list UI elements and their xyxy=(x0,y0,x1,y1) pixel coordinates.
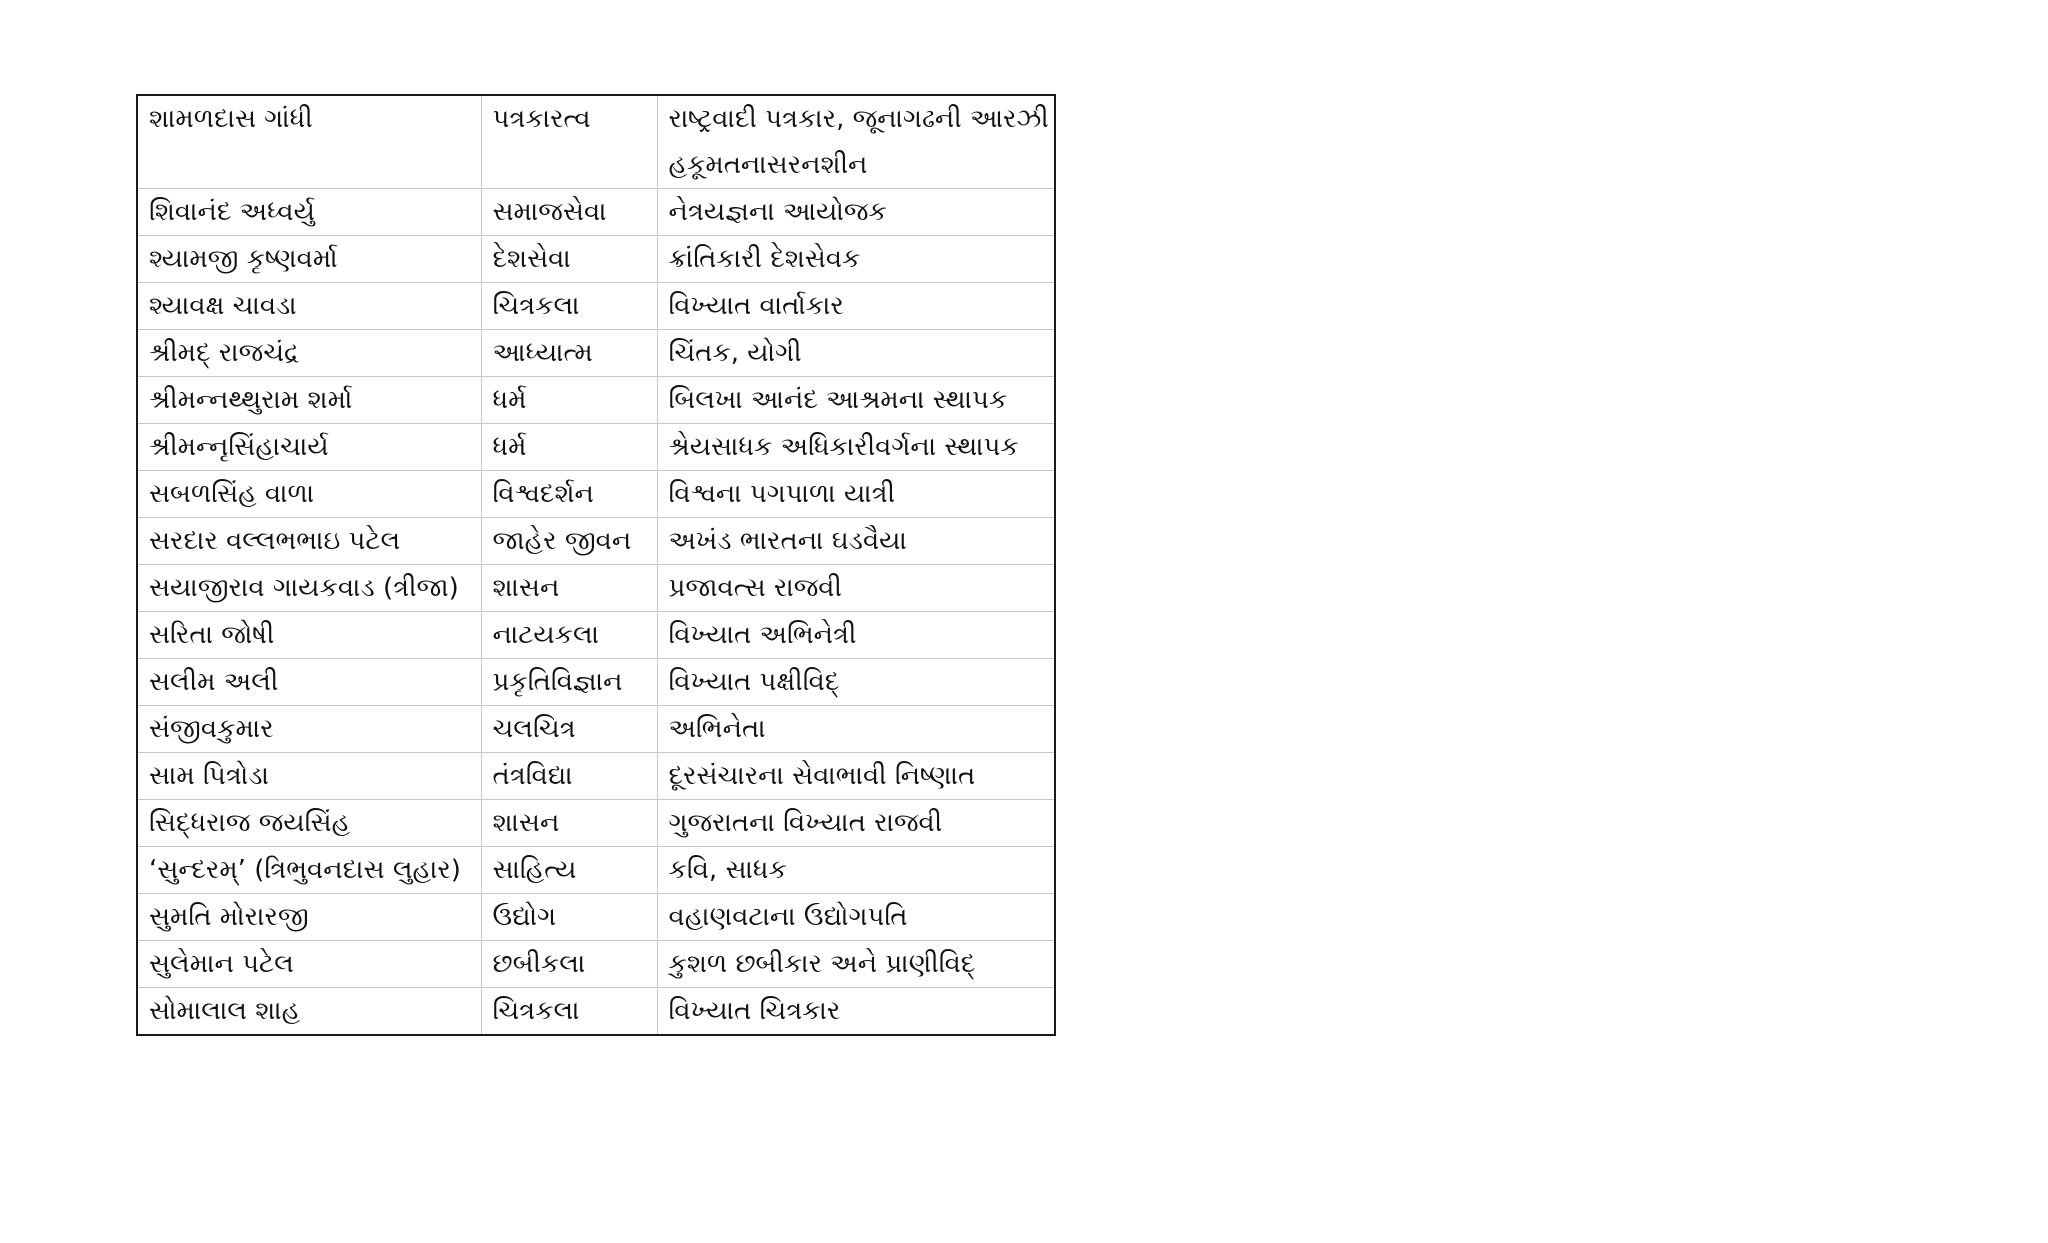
description-cell: શ્રેયસાધક અધિકારીવર્ગના સ્થાપક xyxy=(657,424,1055,471)
table-row xyxy=(137,659,1055,706)
table-row xyxy=(137,236,1055,283)
field-cell: પ્રકૃતિવિજ્ઞાન xyxy=(481,659,657,706)
field-cell: ચિત્રકલા xyxy=(481,988,657,1036)
description-cell: વિખ્યાત ચિત્રકાર xyxy=(657,988,1055,1036)
name-cell: સયાજીરાવ ગાયકવાડ (ત્રીજા) xyxy=(137,565,481,612)
people-table xyxy=(136,94,1056,1036)
name-cell: સામ પિત્રોડા xyxy=(137,753,481,800)
name-cell: સંજીવકુમાર xyxy=(137,706,481,753)
description-cell: ચિંતક, યોગી xyxy=(657,330,1055,377)
table-row xyxy=(137,518,1055,565)
name-cell: શામળદાસ ગાંધી xyxy=(137,95,481,189)
table-row xyxy=(137,189,1055,236)
name-cell: સુલેમાન પટેલ xyxy=(137,941,481,988)
description-cell: દૂરસંચારના સેવાભાવી નિષ્ણાત xyxy=(657,753,1055,800)
description-cell: પ્રજાવત્સ રાજવી xyxy=(657,565,1055,612)
description-cell: વિશ્વના પગપાળા યાત્રી xyxy=(657,471,1055,518)
name-cell: ‘સુન્દરમ્’ (ત્રિભુવનદાસ લુહાર) xyxy=(137,847,481,894)
table-row xyxy=(137,988,1055,1036)
field-cell: સાહિત્ય xyxy=(481,847,657,894)
field-cell: નાટયકલા xyxy=(481,612,657,659)
table-row xyxy=(137,753,1055,800)
table-row xyxy=(137,706,1055,753)
description-cell: અખંડ ભારતના ઘડવૈયા xyxy=(657,518,1055,565)
description-cell: વિખ્યાત અભિનેત્રી xyxy=(657,612,1055,659)
field-cell: દેશસેવા xyxy=(481,236,657,283)
table-row xyxy=(137,95,1055,189)
field-cell: આધ્યાત્મ xyxy=(481,330,657,377)
description-cell: વિખ્યાત પક્ષીવિદ્ xyxy=(657,659,1055,706)
description-cell: કુશળ છબીકાર અને પ્રાણીવિદ્ xyxy=(657,941,1055,988)
field-cell: ઉદ્યોગ xyxy=(481,894,657,941)
name-cell: સરદાર વલ્લભભાઇ પટેલ xyxy=(137,518,481,565)
description-cell: કવિ, સાધક xyxy=(657,847,1055,894)
description-cell: અભિનેતા xyxy=(657,706,1055,753)
description-cell: વિખ્યાત વાર્તાકાર xyxy=(657,283,1055,330)
table-row xyxy=(137,377,1055,424)
table-row xyxy=(137,283,1055,330)
description-cell: ગુજરાતના વિખ્યાત રાજવી xyxy=(657,800,1055,847)
field-cell: ચિત્રકલા xyxy=(481,283,657,330)
name-cell: શ્રીમન્નૃસિંહાચાર્ય xyxy=(137,424,481,471)
table-row xyxy=(137,800,1055,847)
description-cell: વહાણવટાના ઉદ્યોગપતિ xyxy=(657,894,1055,941)
field-cell: જાહેર જીવન xyxy=(481,518,657,565)
table-row xyxy=(137,424,1055,471)
name-cell: સબળસિંહ વાળા xyxy=(137,471,481,518)
name-cell: સુમતિ મોરારજી xyxy=(137,894,481,941)
field-cell: વિશ્વદર્શન xyxy=(481,471,657,518)
table-row xyxy=(137,941,1055,988)
field-cell: શાસન xyxy=(481,565,657,612)
name-cell: સરિતા જોષી xyxy=(137,612,481,659)
field-cell: તંત્રવિદ્યા xyxy=(481,753,657,800)
table-row xyxy=(137,894,1055,941)
field-cell: ધર્મ xyxy=(481,424,657,471)
name-cell: સિદ્ધરાજ જયસિંહ xyxy=(137,800,481,847)
name-cell: સોમાલાલ શાહ xyxy=(137,988,481,1036)
table-row xyxy=(137,565,1055,612)
table-row xyxy=(137,471,1055,518)
field-cell: ચલચિત્ર xyxy=(481,706,657,753)
name-cell: શ્રીમન્નથ્થુરામ શર્મા xyxy=(137,377,481,424)
field-cell: ધર્મ xyxy=(481,377,657,424)
name-cell: સલીમ અલી xyxy=(137,659,481,706)
table-body xyxy=(137,95,1055,1035)
field-cell: સમાજસેવા xyxy=(481,189,657,236)
description-cell: રાષ્ટ્રવાદી પત્રકાર, જૂનાગઢની આરઝી હકૂમતનાસરનશીન xyxy=(657,95,1055,189)
name-cell: શ્યાવક્ષ ચાવડા xyxy=(137,283,481,330)
description-cell: બિલખા આનંદ આશ્રમના સ્થાપક xyxy=(657,377,1055,424)
field-cell: છબીકલા xyxy=(481,941,657,988)
description-cell: ક્રાંતિકારી દેશસેવક xyxy=(657,236,1055,283)
field-cell: પત્રકારત્વ xyxy=(481,95,657,189)
table-row xyxy=(137,847,1055,894)
name-cell: શ્રીમદ્ રાજચંદ્ર xyxy=(137,330,481,377)
description-cell: નેત્રયજ્ઞના આયોજક xyxy=(657,189,1055,236)
name-cell: શ્યામજી કૃષ્ણવર્મા xyxy=(137,236,481,283)
field-cell: શાસન xyxy=(481,800,657,847)
name-cell: શિવાનંદ અધ્વર્યુ xyxy=(137,189,481,236)
table-row xyxy=(137,330,1055,377)
table-row xyxy=(137,612,1055,659)
